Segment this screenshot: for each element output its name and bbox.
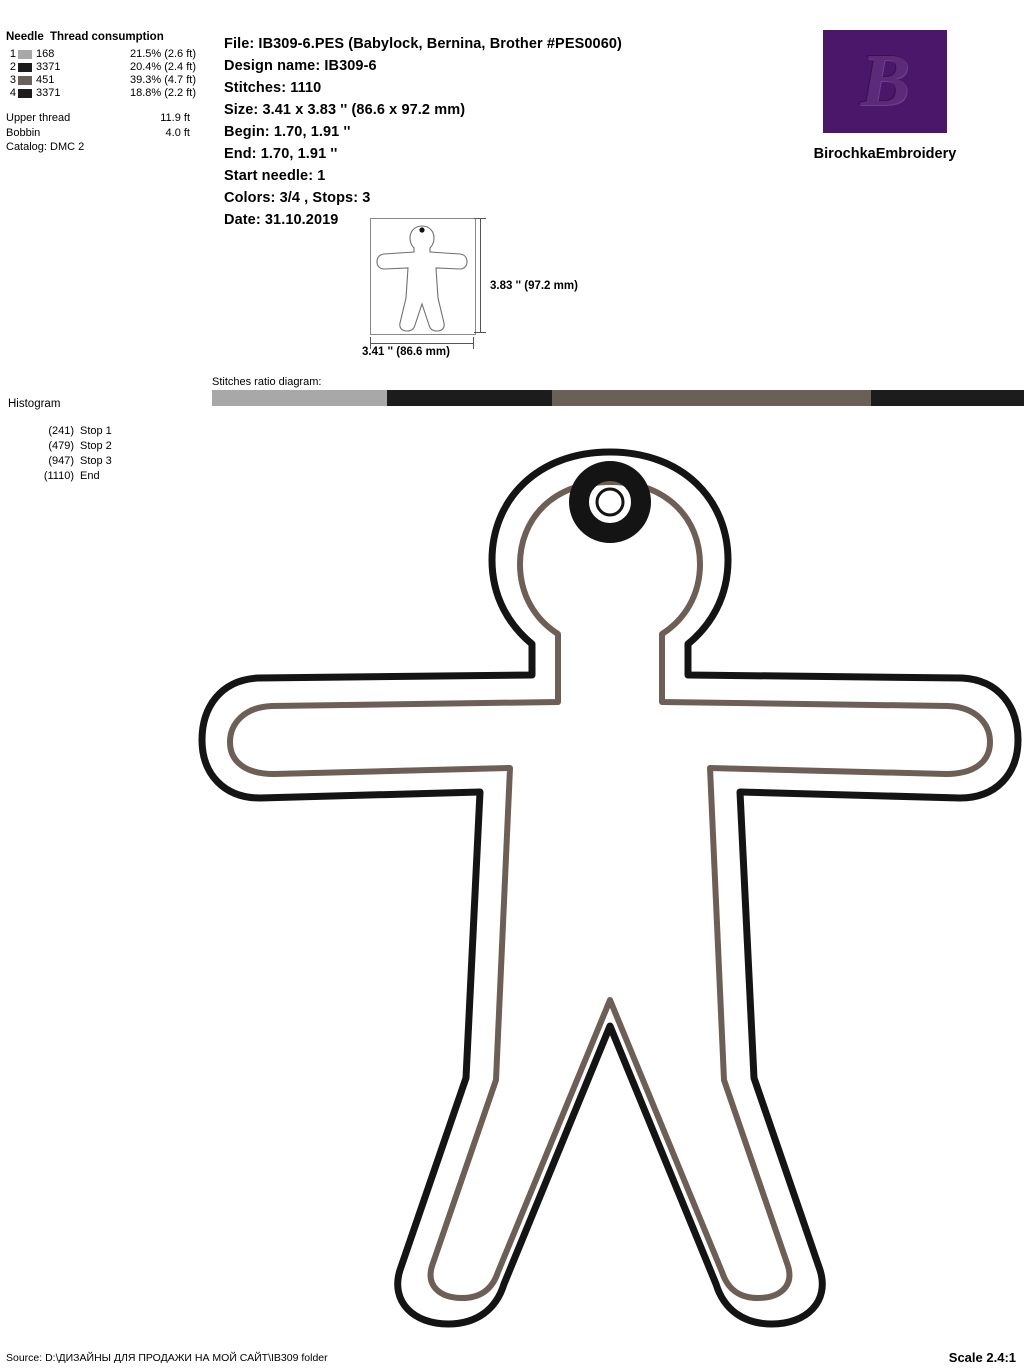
upper-thread-total [6, 111, 212, 125]
thread-code: 3371 [36, 61, 61, 73]
source-path: Source: D:\ДИЗАЙНЫ ДЛЯ ПРОДАЖИ НА МОЙ САЙТ\IB309 folder [6, 1352, 328, 1364]
thread-percent: 21.5% (2.6 ft) [129, 48, 196, 60]
logo-letter: B [860, 40, 910, 122]
needle-column-header: Needle [6, 31, 44, 43]
stop-count: (947) [48, 455, 74, 467]
stop-label: End [80, 470, 100, 482]
ratio-segment [212, 390, 387, 406]
color-swatch [18, 63, 32, 72]
stitches-line: Stitches: 1110 [224, 80, 322, 97]
embroidery-design-preview [180, 430, 1024, 1340]
scale-label: Scale 2.4:1 [948, 1350, 1016, 1365]
histogram-panel [8, 398, 208, 484]
dim-tick-bottom [474, 332, 486, 333]
start-needle-line: Start needle: 1 [224, 168, 326, 185]
color-swatch [18, 76, 32, 85]
file-line: File: IB309-6.PES (Babylock, Bernina, Brother #PES0060) [224, 36, 622, 52]
dim-line-right [480, 218, 481, 333]
thread-percent: 18.8% (2.2 ft) [129, 87, 196, 99]
histogram-title: Histogram [8, 398, 61, 410]
bobbin-label: Bobbin [6, 126, 41, 139]
upper-thread-label: Upper thread [6, 112, 71, 125]
needle-number: 1 [9, 48, 16, 60]
catalog-line: Catalog: DMC 2 [6, 140, 85, 153]
ratio-segment [871, 390, 1024, 406]
colors-line: Colors: 3/4 , Stops: 3 [224, 190, 371, 207]
needle-number: 4 [9, 87, 16, 99]
needle-table-header [6, 30, 212, 44]
thread-code: 3371 [36, 87, 61, 99]
dim-tick-right [473, 337, 474, 349]
stop-count: (1110) [43, 470, 74, 482]
table-row [6, 74, 212, 87]
ratio-segment [387, 390, 553, 406]
design-info-block [224, 33, 622, 231]
begin-line: Begin: 1.70, 1.91 '' [224, 124, 351, 141]
end-line: End: 1.70, 1.91 '' [224, 146, 338, 163]
dim-line-bottom [370, 343, 474, 344]
outline-brown-stitch [230, 482, 990, 1298]
list-item [8, 424, 208, 439]
needle-number: 3 [9, 74, 16, 86]
table-row [6, 61, 212, 74]
ratio-segment [552, 390, 871, 406]
outline-black-stitch [202, 452, 1018, 1324]
width-dimension-label: 3.41 '' (86.6 mm) [362, 346, 450, 358]
design-thumbnail [370, 218, 474, 333]
date-line: Date: 31.10.2019 [224, 212, 339, 229]
brand-logo [823, 30, 947, 133]
height-dimension-label: 3.83 '' (97.2 mm) [490, 280, 578, 292]
color-swatch [18, 89, 32, 98]
table-row [6, 87, 212, 100]
thread-code: 168 [36, 48, 55, 60]
thread-column-header: Thread consumption [50, 31, 164, 43]
stop-label: Stop 3 [80, 455, 112, 467]
list-item [8, 439, 208, 454]
bobbin-value: 4.0 ft [165, 126, 190, 139]
thread-totals [6, 111, 212, 154]
hole-center [597, 489, 623, 515]
dim-tick-top [474, 218, 486, 219]
stop-count: (479) [48, 440, 74, 452]
thread-code: 451 [36, 74, 55, 86]
needle-thread-table [6, 30, 212, 154]
color-swatch [18, 50, 32, 59]
upper-thread-value: 11.9 ft [160, 112, 190, 125]
table-row [6, 48, 212, 61]
brand-name: BirochkaEmbroidery [813, 146, 957, 162]
size-line: Size: 3.41 x 3.83 '' (86.6 x 97.2 mm) [224, 102, 466, 119]
needle-number: 2 [9, 61, 16, 73]
hole-marker [419, 227, 424, 232]
stop-label: Stop 1 [80, 425, 112, 437]
design-name-line: Design name: IB309-6 [224, 58, 377, 75]
list-item [8, 454, 208, 469]
size-diagram [360, 218, 660, 368]
stitches-ratio-bar [212, 390, 1024, 406]
bobbin-total [6, 126, 212, 140]
list-item [8, 469, 208, 484]
stop-count: (241) [48, 425, 74, 437]
thread-percent: 20.4% (2.4 ft) [129, 61, 196, 73]
thread-percent: 39.3% (4.7 ft) [129, 74, 196, 86]
stitches-ratio-label: Stitches ratio diagram: [212, 376, 322, 388]
stop-label: Stop 2 [80, 440, 112, 452]
